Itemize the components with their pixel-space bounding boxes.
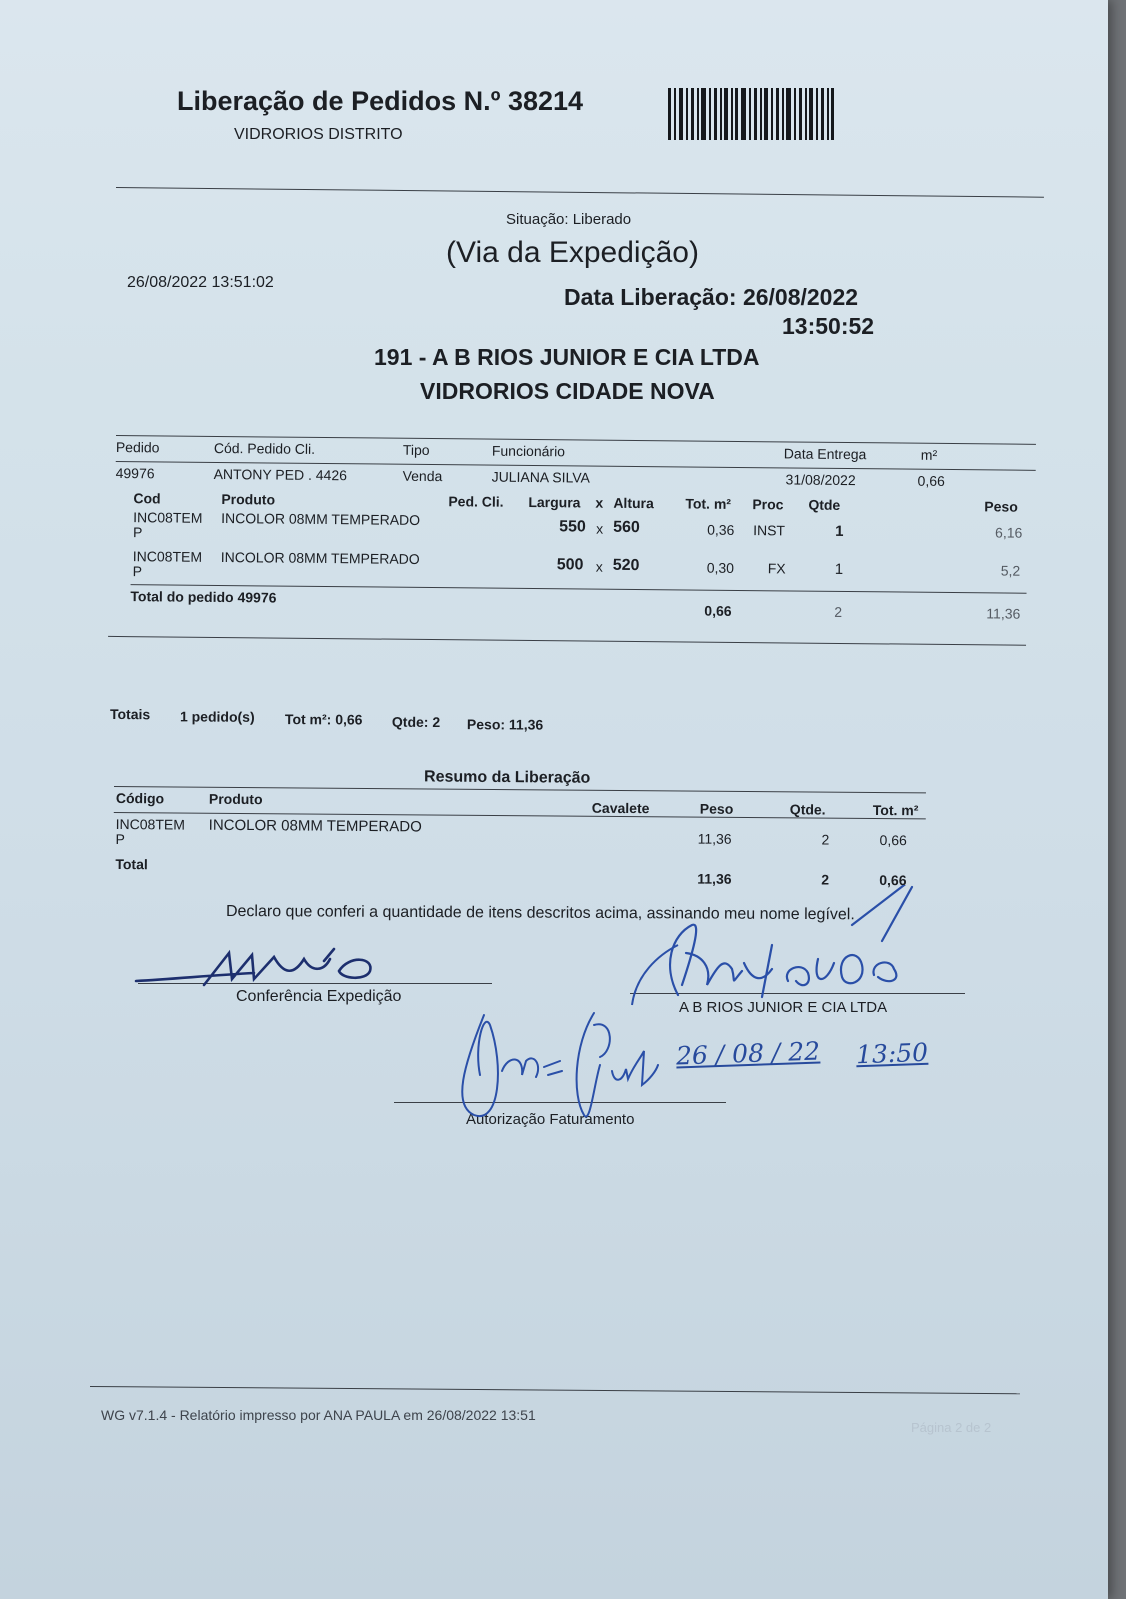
item-2-cod-suffix: P (132, 563, 143, 580)
signature-center (444, 1005, 684, 1155)
item-header-peso: Peso (984, 498, 1018, 515)
item-header-tot-m2: Tot. m² (685, 495, 732, 512)
item-1-cod-suffix: P (132, 524, 143, 541)
item-1-x: x (596, 520, 604, 537)
summary-total-tot-m2: 0,66 (879, 872, 907, 889)
store-name: VIDRORIOS CIDADE NOVA (420, 378, 715, 404)
footer-page-number: Página 2 de 2 (911, 1420, 992, 1435)
col-header-data-entrega: Data Entrega (783, 445, 867, 463)
via-label: (Via da Expedição) (446, 236, 699, 269)
item-2-proc: FX (767, 560, 786, 577)
client-name: 191 - A B RIOS JUNIOR E CIA LTDA (374, 344, 760, 370)
col-header-funcionario: Funcionário (491, 442, 566, 460)
summary-row-produto: INCOLOR 08MM TEMPERADO (208, 816, 422, 836)
order-data-entrega: 31/08/2022 (785, 471, 856, 489)
item-header-ped-cli: Ped. Cli. (448, 493, 504, 510)
item-1-altura: 560 (613, 518, 640, 537)
item-header-produto: Produto (221, 491, 276, 508)
footer-rule (90, 1386, 1020, 1394)
item-2-x: x (595, 558, 603, 575)
order-total-tot-m2: 0,66 (704, 602, 732, 619)
summary-row-qtde: 2 (821, 831, 830, 848)
order-funcionario: JULIANA SILVA (491, 468, 591, 486)
signature-left (134, 945, 394, 1005)
totals-tot-m2: Tot m²: 0,66 (284, 711, 363, 728)
item-1-tot-m2: 0,36 (707, 521, 735, 538)
summary-header-produto: Produto (208, 790, 263, 808)
item-2-largura: 500 (556, 556, 584, 574)
summary-row-codigo-suffix: P (115, 831, 125, 848)
handwritten-date: 26 / 08 / 22 (675, 1036, 821, 1071)
summary-row-codigo: INC08TEM (115, 816, 185, 833)
item-1-produto: INCOLOR 08MM TEMPERADO (221, 510, 421, 528)
col-header-cod-pedido-cli: Cód. Pedido Cli. (213, 439, 316, 457)
order-m2: 0,66 (917, 472, 945, 489)
release-date: Data Liberação: 26/08/2022 (564, 284, 859, 310)
summary-header-codigo: Código (115, 790, 165, 807)
summary-total-label: Total (115, 856, 148, 873)
summary-row-peso: 11,36 (697, 830, 732, 847)
order-total-peso: 11,36 (986, 605, 1021, 622)
item-1-qtde: 1 (835, 522, 844, 540)
item-2-tot-m2: 0,30 (706, 559, 735, 576)
item-2-cod: INC08TEM (132, 548, 203, 565)
footer-printed-by: WG v7.1.4 - Relatório impresso por ANA PAULA em 26/08/2022 13:51 (101, 1407, 536, 1423)
order-pedido: 49976 (115, 464, 155, 482)
col-header-m2: m² (920, 446, 938, 463)
item-header-altura: Altura (613, 494, 654, 512)
totals-qtde: Qtde: 2 (391, 713, 441, 731)
summary-header-peso: Peso (699, 800, 734, 817)
signature-label-faturamento: Autorização Faturamento (466, 1111, 635, 1128)
handwritten-time: 13:50 (855, 1037, 929, 1070)
summary-title: Resumo da Liberação (424, 768, 591, 787)
summary-total-peso: 11,36 (697, 870, 732, 887)
item-header-largura: Largura (528, 493, 581, 511)
signature-label-conferencia: Conferência Expedição (236, 988, 402, 1005)
order-total-qtde: 2 (834, 603, 843, 620)
totals-label: Totais (109, 706, 151, 723)
item-1-peso: 6,16 (995, 524, 1023, 541)
summary-row-tot-m2: 0,66 (879, 832, 907, 849)
item-2-altura: 520 (612, 556, 640, 575)
item-2-produto: INCOLOR 08MM TEMPERADO (220, 549, 420, 567)
order-tipo: Venda (402, 467, 443, 485)
summary-header-qtde: Qtde. (789, 801, 826, 818)
totals-peso: Peso: 11,36 (466, 716, 544, 733)
item-header-qtde: Qtde (808, 496, 841, 513)
summary-header-cavalete: Cavalete (591, 799, 650, 817)
order-total-label: Total do pedido 49976 (130, 588, 277, 606)
summary-total-qtde: 2 (821, 871, 830, 888)
col-header-tipo: Tipo (402, 441, 430, 459)
item-2-peso: 5,2 (1000, 562, 1021, 579)
item-header-cod: Cod (133, 490, 161, 507)
summary-header-tot-m2: Tot. m² (872, 801, 919, 819)
item-1-largura: 550 (559, 518, 586, 536)
declaration-text: Declaro que conferi a quantidade de itens descritos acima, assinando meu nome legível. (225, 903, 855, 924)
col-header-pedido: Pedido (115, 438, 160, 456)
item-header-proc: Proc (752, 496, 784, 513)
status-label: Situação: Liberado (506, 211, 632, 228)
order-cod-pedido-cli: ANTONY PED . 4426 (213, 465, 348, 484)
release-time: 13:50:52 (782, 313, 875, 339)
item-2-qtde: 1 (834, 560, 844, 578)
printed-timestamp: 26/08/2022 13:51:02 (127, 274, 274, 291)
company-name: VIDRORIOS DISTRITO (234, 126, 403, 143)
totals-pedidos: 1 pedido(s) (179, 708, 255, 725)
document-title: Liberação de Pedidos N.º 38214 (177, 86, 584, 116)
signature-label-company: A B RIOS JUNIOR E CIA LTDA (679, 999, 888, 1016)
item-1-cod: INC08TEM (133, 509, 203, 526)
item-1-proc: INST (753, 522, 786, 539)
item-header-x: x (595, 494, 604, 511)
